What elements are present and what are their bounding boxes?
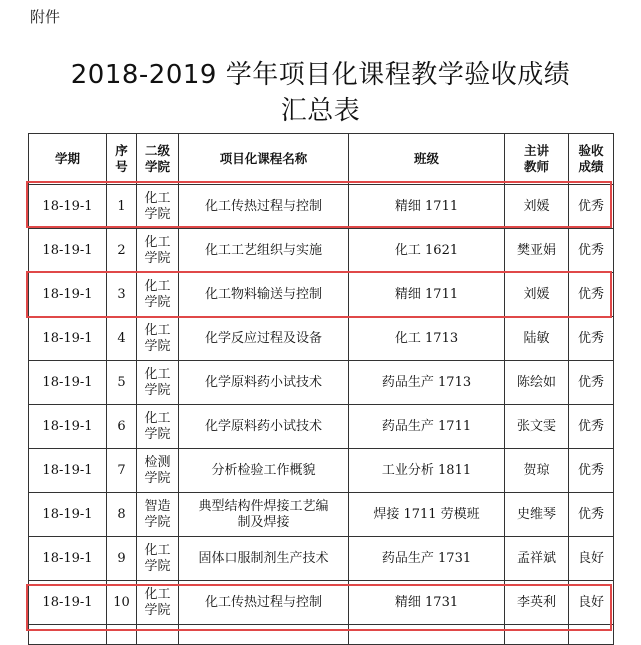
cell-college-top: 智造 — [144, 498, 171, 514]
table-header-row — [29, 134, 614, 185]
cell-college-bottom: 学院 — [144, 602, 171, 618]
cell-empty — [179, 625, 349, 645]
cell-seq: 10 — [107, 581, 137, 625]
cell-college — [137, 449, 179, 493]
cell-teacher: 史维琴 — [505, 493, 569, 537]
cell-term: 18-19-1 — [29, 229, 107, 273]
cell-course-line1: 化工工艺组织与实施 — [204, 242, 322, 258]
cell-college-bottom: 学院 — [144, 382, 171, 398]
table-row — [29, 405, 614, 449]
cell-term: 18-19-1 — [29, 449, 107, 493]
cell-grade: 优秀 — [569, 229, 614, 273]
cell-teacher: 孟祥斌 — [505, 537, 569, 581]
cell-college-bottom: 学院 — [144, 338, 171, 354]
cell-college-bottom: 学院 — [144, 294, 171, 310]
cell-course — [179, 185, 349, 229]
cell-teacher: 陆敏 — [505, 317, 569, 361]
cell-term: 18-19-1 — [29, 493, 107, 537]
cell-class: 工业分析 1811 — [349, 449, 505, 493]
cell-course-line1: 分析检验工作概貌 — [211, 462, 316, 478]
cell-college-bottom: 学院 — [144, 514, 171, 530]
header-college-bottom: 学院 — [144, 159, 170, 174]
cell-teacher: 樊亚娟 — [505, 229, 569, 273]
cell-college — [137, 273, 179, 317]
cell-grade: 良好 — [569, 537, 614, 581]
cell-term: 18-19-1 — [29, 185, 107, 229]
table-row — [29, 449, 614, 493]
cell-course-line1: 化学原料药小试技术 — [204, 374, 322, 390]
cell-teacher: 刘媛 — [505, 273, 569, 317]
cell-course-line1: 化工传热过程与控制 — [204, 198, 322, 214]
cell-teacher: 刘媛 — [505, 185, 569, 229]
header-seq-top: 序 — [115, 143, 128, 158]
cell-term: 18-19-1 — [29, 581, 107, 625]
cell-college-bottom: 学院 — [144, 206, 171, 222]
cell-course — [179, 493, 349, 537]
cell-class: 化工 1621 — [349, 229, 505, 273]
cell-term: 18-19-1 — [29, 273, 107, 317]
cell-course — [179, 317, 349, 361]
table-row — [29, 537, 614, 581]
cell-class: 药品生产 1731 — [349, 537, 505, 581]
table-row-cut-off — [29, 625, 614, 645]
cell-grade: 优秀 — [569, 273, 614, 317]
cell-seq: 5 — [107, 361, 137, 405]
cell-empty — [29, 625, 107, 645]
cell-course — [179, 405, 349, 449]
cell-course — [179, 449, 349, 493]
cell-empty — [569, 625, 614, 645]
cell-seq: 8 — [107, 493, 137, 537]
cell-seq: 9 — [107, 537, 137, 581]
header-teacher-top: 主讲 — [523, 143, 549, 158]
header-seq — [107, 134, 137, 185]
header-college — [137, 134, 179, 185]
cell-course — [179, 273, 349, 317]
cell-term: 18-19-1 — [29, 537, 107, 581]
cell-teacher: 张文雯 — [505, 405, 569, 449]
cell-college — [137, 229, 179, 273]
cell-grade: 良好 — [569, 581, 614, 625]
cell-college-top: 化工 — [144, 542, 171, 558]
cell-college — [137, 581, 179, 625]
document-title-line2: 汇总表 — [280, 96, 361, 126]
cell-seq: 4 — [107, 317, 137, 361]
cell-college-bottom: 学院 — [144, 426, 171, 442]
cell-college-top: 化工 — [144, 586, 171, 602]
cell-grade: 优秀 — [569, 317, 614, 361]
cell-grade: 优秀 — [569, 449, 614, 493]
cell-college-top: 检测 — [144, 454, 171, 470]
cell-seq: 3 — [107, 273, 137, 317]
cell-college-top: 化工 — [144, 322, 171, 338]
header-seq-bottom: 号 — [115, 159, 128, 174]
header-grade — [569, 134, 614, 185]
cell-class: 精细 1731 — [349, 581, 505, 625]
table-row — [29, 493, 614, 537]
cell-college-top: 化工 — [144, 410, 171, 426]
table-row — [29, 185, 614, 229]
cell-class: 化工 1713 — [349, 317, 505, 361]
cell-class: 药品生产 1713 — [349, 361, 505, 405]
cell-college — [137, 361, 179, 405]
cell-course-line2: 制及焊接 — [237, 514, 290, 530]
table-row — [29, 317, 614, 361]
cell-course — [179, 229, 349, 273]
cell-term: 18-19-1 — [29, 317, 107, 361]
header-grade-top: 验收 — [578, 143, 604, 158]
cell-college-bottom: 学院 — [144, 558, 171, 574]
cell-course — [179, 537, 349, 581]
cell-college — [137, 405, 179, 449]
cell-college-top: 化工 — [144, 190, 171, 206]
cell-seq: 7 — [107, 449, 137, 493]
cell-class: 精细 1711 — [349, 185, 505, 229]
cell-college — [137, 185, 179, 229]
cell-college — [137, 493, 179, 537]
cell-college-bottom: 学院 — [144, 250, 171, 266]
cell-college-top: 化工 — [144, 278, 171, 294]
cell-class: 焊接 1711 劳模班 — [349, 493, 505, 537]
cell-college-top: 化工 — [144, 366, 171, 382]
cell-grade: 优秀 — [569, 493, 614, 537]
cell-term: 18-19-1 — [29, 405, 107, 449]
cell-empty — [137, 625, 179, 645]
document-title-line1: 2018-2019 学年项目化课程教学验收成绩 — [70, 60, 571, 90]
cell-course-line1: 化学反应过程及设备 — [204, 330, 322, 346]
cell-course-line1: 固体口服制剂生产技术 — [198, 550, 329, 566]
cell-course-line1: 化学原料药小试技术 — [204, 418, 322, 434]
cell-college — [137, 317, 179, 361]
attachment-label: 附件 — [30, 8, 61, 26]
cell-course — [179, 581, 349, 625]
cell-teacher: 贺琼 — [505, 449, 569, 493]
table-row — [29, 361, 614, 405]
cell-grade: 优秀 — [569, 185, 614, 229]
cell-teacher: 陈绘如 — [505, 361, 569, 405]
cell-course-line1: 典型结构件焊接工艺编 — [198, 498, 329, 514]
cell-grade: 优秀 — [569, 361, 614, 405]
cell-empty — [505, 625, 569, 645]
cell-seq: 1 — [107, 185, 137, 229]
table-row — [29, 229, 614, 273]
cell-grade: 优秀 — [569, 405, 614, 449]
table-row — [29, 581, 614, 625]
header-term: 学期 — [29, 134, 107, 185]
header-teacher-bottom: 教师 — [523, 159, 549, 174]
cell-class: 精细 1711 — [349, 273, 505, 317]
cell-college-top: 化工 — [144, 234, 171, 250]
cell-college-bottom: 学院 — [144, 470, 171, 486]
header-grade-bottom: 成绩 — [578, 159, 604, 174]
cell-course — [179, 361, 349, 405]
cell-course-line1: 化工传热过程与控制 — [204, 594, 322, 610]
cell-class: 药品生产 1711 — [349, 405, 505, 449]
cell-term: 18-19-1 — [29, 361, 107, 405]
header-class: 班级 — [349, 134, 505, 185]
cell-course-line1: 化工物料输送与控制 — [204, 286, 322, 302]
header-course: 项目化课程名称 — [179, 134, 349, 185]
grades-summary-table — [28, 133, 614, 645]
cell-teacher: 李英利 — [505, 581, 569, 625]
cell-empty — [349, 625, 505, 645]
table-row — [29, 273, 614, 317]
cell-college — [137, 537, 179, 581]
cell-empty — [107, 625, 137, 645]
header-teacher — [505, 134, 569, 185]
cell-seq: 6 — [107, 405, 137, 449]
header-college-top: 二级 — [144, 143, 170, 158]
cell-seq: 2 — [107, 229, 137, 273]
